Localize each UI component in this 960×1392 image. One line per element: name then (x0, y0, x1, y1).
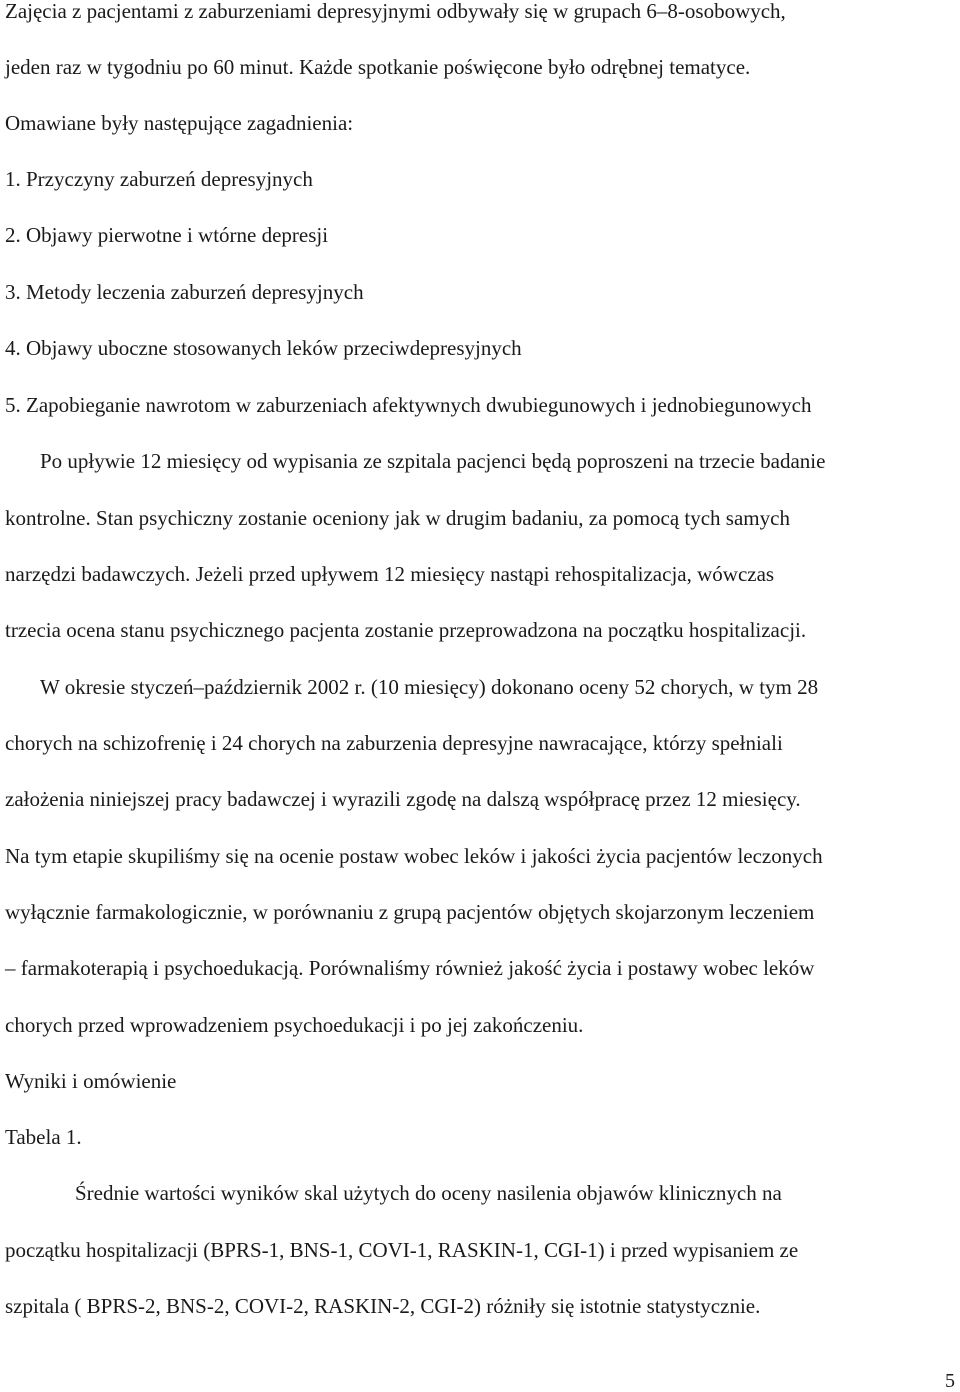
list-item: 3. Metody leczenia zaburzeń depresyjnych (5, 280, 364, 304)
list-item: 5. Zapobieganie nawrotom w zaburzeniach afektywnych dwubiegunowych i jednobiegunowych (5, 393, 812, 417)
list-item: 2. Objawy pierwotne i wtórne depresji (5, 223, 329, 247)
page-number: 5 (945, 1370, 955, 1392)
paragraph-line: wyłącznie farmakologicznie, w porównaniu z grupą pacjentów objętych skojarzonym leczeniem (5, 900, 815, 924)
paragraph-line: Na tym etapie skupiliśmy się na ocenie postaw wobec leków i jakości życia pacjentów leczonych (5, 844, 823, 868)
list-item: 4. Objawy uboczne stosowanych leków przeciwdepresyjnych (5, 336, 522, 360)
list-item: 1. Przyczyny zaburzeń depresyjnych (5, 167, 313, 191)
section-heading: Wyniki i omówienie (5, 1069, 177, 1093)
table-caption-line: szpitala ( BPRS-2, BNS-2, COVI-2, RASKIN-2, CGI-2) różniły się istotnie statystycznie. (5, 1294, 761, 1318)
paragraph-line: kontrolne. Stan psychiczny zostanie oceniony jak w drugim badaniu, za pomocą tych samych (5, 506, 790, 530)
paragraph-line: chorych na schizofrenię i 24 chorych na zaburzenia depresyjne nawracające, którzy spełniali (5, 731, 783, 755)
paragraph-line: Po upływie 12 miesięcy od wypisania ze szpitala pacjenci będą poproszeni na trzecie badanie (40, 449, 826, 473)
table-label: Tabela 1. (5, 1125, 82, 1149)
paragraph-line: trzecia ocena stanu psychicznego pacjenta zostanie przeprowadzona na początku hospitalizacji. (5, 618, 807, 642)
paragraph-line: Omawiane były następujące zagadnienia: (5, 111, 354, 135)
paragraph-line: narzędzi badawczych. Jeżeli przed upływem 12 miesięcy nastąpi rehospitalizacja, wówczas (5, 562, 775, 586)
paragraph-line: jeden raz w tygodniu po 60 minut. Każde spotkanie poświęcone było odrębnej tematyce. (5, 55, 751, 79)
table-caption-line: początku hospitalizacji (BPRS-1, BNS-1, COVI-1, RASKIN-1, CGI-1) i przed wypisaniem ze (5, 1238, 799, 1262)
table-caption-line: Średnie wartości wyników skal użytych do oceny nasilenia objawów klinicznych na (75, 1181, 782, 1205)
paragraph-line: – farmakoterapią i psychoedukacją. Porównaliśmy również jakość życia i postawy wobec leków (5, 956, 815, 980)
paragraph-line: W okresie styczeń–październik 2002 r. (10 miesięcy) dokonano oceny 52 chorych, w tym 28 (40, 675, 819, 699)
paragraph-line: Zajęcia z pacjentami z zaburzeniami depresyjnymi odbywały się w grupach 6–8-osobowych, (5, 0, 786, 23)
paragraph-line: założenia niniejszej pracy badawczej i wyrazili zgodę na dalszą współpracę przez 12 miesięcy. (5, 787, 801, 811)
paragraph-line: chorych przed wprowadzeniem psychoedukacji i po jej zakończeniu. (5, 1013, 584, 1037)
